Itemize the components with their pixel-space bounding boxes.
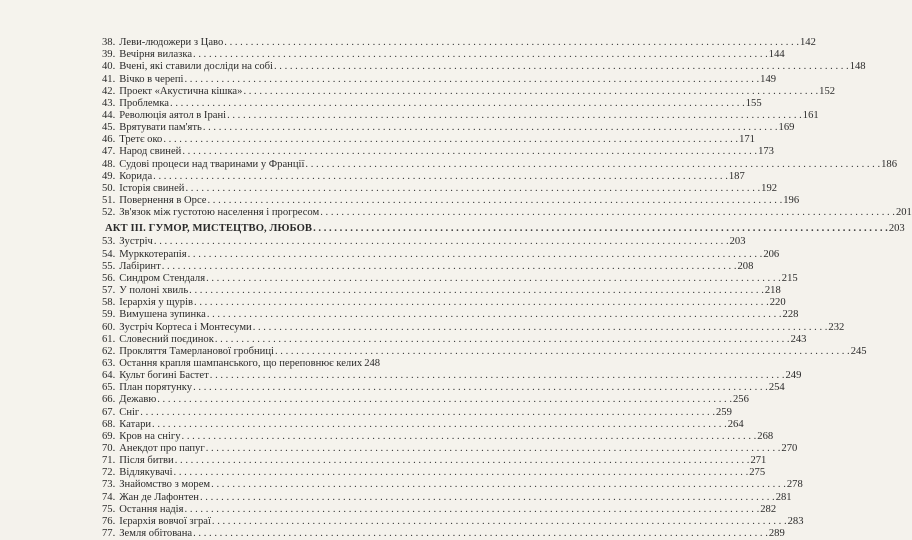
toc-entry-number: 49. xyxy=(102,170,116,182)
toc-page-number: 283 xyxy=(787,515,804,527)
toc-page-number: 149 xyxy=(760,73,777,85)
toc-act-heading xyxy=(105,223,905,235)
toc-entry-title: Сніг xyxy=(119,406,140,418)
toc-page-number: 281 xyxy=(775,491,792,503)
toc-page-number: 256 xyxy=(732,394,749,406)
toc-entry-title: Катари xyxy=(119,418,152,430)
toc-act-title: АКТ III. ГУМОР, МИСТЕЦТВО, ЛЮБОВ xyxy=(105,223,313,235)
toc-page-number: 171 xyxy=(739,134,755,146)
dot-leader xyxy=(274,61,849,73)
toc-entry-number: 56. xyxy=(102,272,116,284)
toc-entry xyxy=(102,297,786,309)
toc-page-number: 243 xyxy=(790,333,807,345)
toc-entry xyxy=(102,37,816,49)
toc-page-number: 206 xyxy=(763,248,780,260)
toc-entry-title: Вічко в черепі xyxy=(119,73,184,85)
dot-leader xyxy=(182,431,757,443)
toc-entry-title: Мурккотерапія xyxy=(119,248,187,260)
dot-leader xyxy=(188,249,763,261)
toc-entry-number: 59. xyxy=(102,309,116,321)
dot-leader xyxy=(189,285,764,297)
toc-entry-title: Проблемка xyxy=(119,97,170,109)
dot-leader xyxy=(193,382,768,394)
toc-page-number: 203 xyxy=(888,223,905,235)
toc-entry-number: 62. xyxy=(102,345,116,357)
toc-entry xyxy=(102,333,807,346)
toc-page-number: 152 xyxy=(819,85,836,97)
toc-page-number: 249 xyxy=(785,370,802,381)
toc-page-number: 268 xyxy=(757,430,774,442)
toc-entry-number: 40. xyxy=(102,61,116,73)
dot-leader xyxy=(206,273,781,285)
toc-entry xyxy=(102,236,746,248)
toc-entry xyxy=(102,195,800,207)
toc-entry xyxy=(102,285,781,297)
toc-entry-number: 41. xyxy=(102,73,116,85)
toc-page-number: 220 xyxy=(769,297,786,309)
toc-entry-number: 51. xyxy=(102,195,116,206)
toc-page-number: 186 xyxy=(881,158,897,170)
toc-entry xyxy=(102,357,381,370)
toc-page-number: 155 xyxy=(745,97,762,109)
toc-entry-title: Жан де Лафонтен xyxy=(119,491,199,503)
toc-entry-number: 55. xyxy=(102,260,116,272)
toc-entry-number: 58. xyxy=(102,297,116,309)
toc-entry xyxy=(102,260,754,273)
toc-entry-title: Дежавю xyxy=(119,394,157,406)
toc-entry xyxy=(102,491,792,504)
toc-entry-number: 65. xyxy=(102,382,116,394)
toc-entry-title: Остання надія xyxy=(119,503,184,515)
toc-entry-number: 53. xyxy=(102,236,116,248)
toc-page-number: 196 xyxy=(783,195,800,206)
toc-entry xyxy=(102,73,777,86)
dot-leader xyxy=(153,171,728,183)
toc-page-number: 254 xyxy=(768,382,785,394)
toc-entry-title: Вимушена зупинка xyxy=(119,309,206,321)
toc-entry xyxy=(102,207,912,219)
toc-entry-number: 43. xyxy=(102,97,116,109)
toc-page-number: 228 xyxy=(782,309,799,321)
toc-entry-number: 60. xyxy=(102,321,116,333)
toc-entry-title: Культ богині Бастет xyxy=(119,370,209,381)
toc-entry xyxy=(102,146,774,158)
toc-entry-title: Відлякувачі xyxy=(119,467,173,479)
toc-entry-title: План порятунку xyxy=(119,382,193,394)
dot-leader xyxy=(154,236,729,248)
toc-entry-number: 72. xyxy=(102,467,116,479)
toc-entry-number: 38. xyxy=(102,37,116,48)
toc-entry-title: Після битви xyxy=(119,455,174,467)
toc-entry-title: У полоні хвиль xyxy=(119,285,189,296)
toc-entry-number: 66. xyxy=(102,394,116,406)
toc-entry xyxy=(102,418,744,431)
toc-page-number: 232 xyxy=(828,321,845,333)
toc-entry-title: Кров на снігу xyxy=(119,430,181,442)
toc-entry-title: Історія свиней xyxy=(119,182,185,194)
toc-page-number: 192 xyxy=(761,182,778,194)
toc-entry-number: 61. xyxy=(102,333,116,345)
dot-leader xyxy=(170,98,745,110)
toc-entry xyxy=(102,370,802,382)
toc-entry xyxy=(102,134,755,146)
toc-entry-number: 47. xyxy=(102,146,116,158)
toc-entry xyxy=(102,467,766,479)
dot-leader xyxy=(162,261,737,273)
toc-entry xyxy=(102,442,798,455)
toc-entry-title: Синдром Стендаля xyxy=(119,272,206,284)
toc-entry xyxy=(102,382,785,394)
toc-entry-title: Врятувати пам'ять xyxy=(119,122,202,134)
dot-leader xyxy=(182,146,757,158)
toc-page-number: 203 xyxy=(729,236,746,248)
dot-leader xyxy=(163,134,738,146)
toc-entry-number: 48. xyxy=(102,158,116,170)
toc-page-number: 187 xyxy=(728,170,745,182)
dot-leader xyxy=(224,37,799,49)
toc-entry xyxy=(102,309,799,321)
toc-entry xyxy=(102,170,745,183)
toc-entry xyxy=(102,61,866,73)
dot-leader xyxy=(215,334,790,346)
toc-entry-number: 45. xyxy=(102,122,116,134)
toc-entry-title: Анекдот про папуг xyxy=(119,442,205,454)
dot-leader xyxy=(227,110,802,122)
toc-entry-title: Революція аятол в Ірані xyxy=(119,109,227,121)
toc-entry xyxy=(102,109,819,122)
toc-entry-title: Словесний поєдинок xyxy=(119,333,214,345)
dot-leader xyxy=(207,309,782,321)
dot-leader xyxy=(203,122,778,134)
dot-leader xyxy=(206,443,781,455)
toc-page-number: 169 xyxy=(778,122,795,134)
toc-entry-title: Земля обітована xyxy=(119,528,193,539)
toc-entry-number: 74. xyxy=(102,491,116,503)
toc-entry xyxy=(102,430,774,443)
toc-page-number: 289 xyxy=(768,528,785,539)
toc-page-number: 173 xyxy=(758,146,774,158)
toc-entry xyxy=(102,503,777,516)
dot-leader xyxy=(243,86,818,98)
toc-entry-title: Проект «Акустична кішка» xyxy=(119,85,243,97)
toc-page-number: 208 xyxy=(737,260,754,272)
dot-leader xyxy=(185,504,760,516)
toc-entry-title: Зустріч xyxy=(119,236,153,248)
toc-entry-title: Зв'язок між густотою населення і прогресом xyxy=(119,207,320,219)
toc-entry-title: Ієрархія у щурів xyxy=(119,297,194,309)
toc-entry-title: Леви-людожери з Цаво xyxy=(119,37,224,48)
toc-entry-number: 69. xyxy=(102,430,116,442)
dot-leader xyxy=(253,322,828,334)
toc-page-number: 270 xyxy=(781,442,798,454)
dot-leader xyxy=(211,479,786,491)
toc-entry xyxy=(102,85,836,98)
toc-entry xyxy=(102,479,803,491)
toc-entry-number: 44. xyxy=(102,109,116,121)
dot-leader xyxy=(185,183,760,195)
toc-page-number: 215 xyxy=(781,272,798,284)
toc-entry-title: Вчені, які ставили досліди на собі xyxy=(119,61,273,73)
toc-page-number: 271 xyxy=(750,455,767,467)
toc-entry xyxy=(102,515,804,528)
toc-entry-number: 50. xyxy=(102,182,116,194)
toc-page-number: 142 xyxy=(799,37,816,48)
toc-entry-title: Народ свиней xyxy=(119,146,182,158)
toc-entry xyxy=(102,182,778,195)
toc-entry-number: 75. xyxy=(102,503,116,515)
toc-entry xyxy=(102,321,845,334)
toc-entry xyxy=(102,406,732,419)
toc-page-number: 248 xyxy=(364,357,381,369)
toc-page-number: 148 xyxy=(849,61,866,73)
dot-leader xyxy=(193,49,768,61)
toc-entry-number: 54. xyxy=(102,248,116,260)
toc-entry-number: 63. xyxy=(102,357,116,369)
toc-page-number: 245 xyxy=(850,345,867,357)
toc-entry-title: Лабіринт xyxy=(119,260,161,272)
toc-entry-title: Остання крапля шампанського, що переповнює келих xyxy=(119,357,363,369)
toc-page-number: 282 xyxy=(760,503,777,515)
toc-entry-title: Вечірня вилазка xyxy=(119,49,193,61)
toc-entry-title: Знайомство з морем xyxy=(119,479,211,491)
toc-page-number: 144 xyxy=(768,49,785,61)
dot-leader xyxy=(313,223,888,235)
toc-entry-number: 46. xyxy=(102,134,116,146)
toc-entry xyxy=(102,248,780,261)
toc-entry-number: 42. xyxy=(102,85,116,97)
toc-entry xyxy=(102,455,767,467)
toc-entry-title: Прокляття Тамерланової гробниці xyxy=(119,345,274,357)
toc-page-number: 201 xyxy=(895,207,912,219)
toc-page-number: 275 xyxy=(749,467,766,479)
dot-leader xyxy=(184,74,759,86)
toc-entry-number: 70. xyxy=(102,442,116,454)
toc-entry-number: 64. xyxy=(102,370,116,381)
dot-leader xyxy=(194,297,769,309)
toc-entry xyxy=(102,394,749,406)
toc-entry-title: Корида xyxy=(119,170,153,182)
toc-entry-title: Третє око xyxy=(119,134,163,146)
toc-entry-number: 57. xyxy=(102,285,116,296)
toc-entry xyxy=(102,158,897,171)
dot-leader xyxy=(152,419,727,431)
dot-leader xyxy=(174,467,749,479)
dot-leader xyxy=(193,528,768,540)
toc-entry xyxy=(102,345,867,358)
toc-entry-number: 73. xyxy=(102,479,116,491)
toc-entry-title: Судові процеси над тваринами у Франції xyxy=(119,158,305,170)
toc-entry-number: 76. xyxy=(102,515,116,527)
dot-leader xyxy=(200,492,775,504)
dot-leader xyxy=(157,394,732,406)
toc-entry-title: Повернення в Орсе xyxy=(119,195,207,206)
toc-entry xyxy=(102,122,795,134)
toc-entry-number: 67. xyxy=(102,406,116,418)
toc-page-number: 218 xyxy=(764,285,781,296)
toc-entry-number: 77. xyxy=(102,528,116,539)
toc-entry-number: 39. xyxy=(102,49,116,61)
dot-leader xyxy=(208,195,783,207)
toc-entry xyxy=(102,97,762,110)
toc-entry-number: 71. xyxy=(102,455,116,467)
dot-leader xyxy=(212,516,787,528)
toc-page-number: 278 xyxy=(786,479,803,491)
toc-entry xyxy=(102,272,798,285)
toc-page-number: 259 xyxy=(716,406,732,418)
dot-leader xyxy=(175,455,750,467)
toc-entry xyxy=(102,49,785,61)
toc-entry-title: Ієрархія вовчої зграї xyxy=(119,515,211,527)
toc-entry xyxy=(102,528,785,540)
dot-leader xyxy=(305,159,880,171)
dot-leader xyxy=(210,370,785,382)
toc-entry-number: 52. xyxy=(102,207,116,219)
toc-page-number: 264 xyxy=(727,418,744,430)
toc-entry-number: 68. xyxy=(102,418,116,430)
dot-leader xyxy=(320,207,895,219)
dot-leader xyxy=(140,407,715,419)
dot-leader xyxy=(275,346,850,358)
toc-entry-title: Зустріч Кортеса і Монтесуми xyxy=(119,321,252,333)
toc-page-number: 161 xyxy=(802,109,819,121)
